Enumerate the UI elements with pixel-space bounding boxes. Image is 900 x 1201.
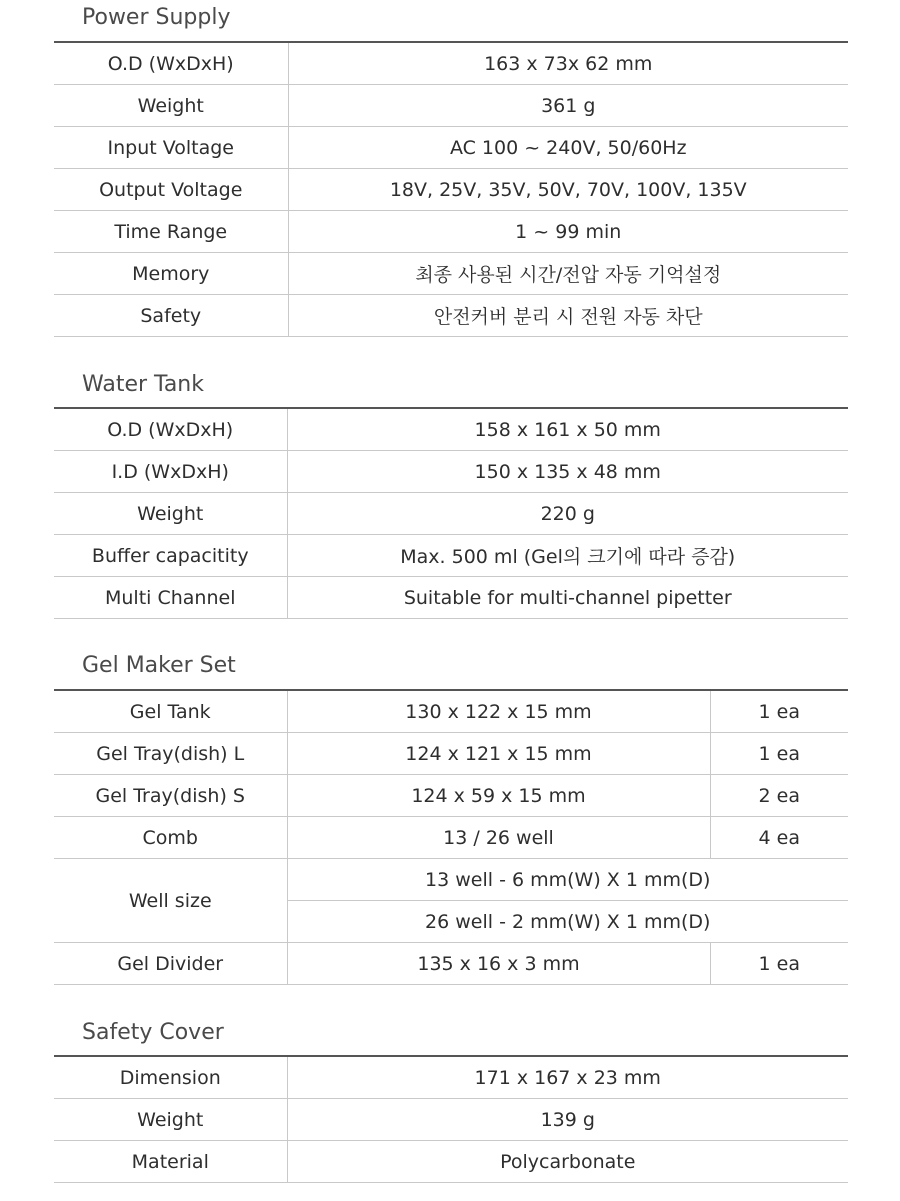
spec-label: Material [54,1141,287,1183]
spec-value: 1 ~ 99 min [288,211,848,253]
table-row [54,577,848,619]
spec-value: 150 x 135 x 48 mm [287,451,848,493]
spec-value: 130 x 122 x 15 mm [287,690,710,733]
spec-label: Well size [54,859,287,943]
spec-label: Gel Tray(dish) S [54,775,287,817]
spec-label: Time Range [54,211,288,253]
safety-cover-title: Safety Cover [82,1020,224,1045]
spec-label: Gel Tray(dish) L [54,733,287,775]
spec-value: 135 x 16 x 3 mm [287,943,710,985]
spec-value: 18V, 25V, 35V, 50V, 70V, 100V, 135V [288,169,848,211]
spec-label: Buffer capacitity [54,535,287,577]
spec-label: I.D (WxDxH) [54,451,287,493]
spec-quantity: 1 ea [710,733,848,775]
table-row [54,85,848,127]
table-row [54,451,848,493]
spec-label: Weight [54,493,287,535]
spec-value: 139 g [287,1099,848,1141]
table-row [54,859,848,901]
spec-label: Gel Divider [54,943,287,985]
table-row [54,493,848,535]
spec-label: Weight [54,1099,287,1141]
table-row [54,211,848,253]
spec-label: Multi Channel [54,577,287,619]
table-row [54,733,848,775]
gel-maker-set-title: Gel Maker Set [82,653,236,678]
spec-value: Polycarbonate [287,1141,848,1183]
spec-value: Max. 500 ml (Gel의 크기에 따라 증감) [287,535,848,577]
safety-cover-table [54,1055,848,1183]
spec-quantity: 2 ea [710,775,848,817]
spec-value: 13 / 26 well [287,817,710,859]
table-row [54,1141,848,1183]
table-row [54,690,848,733]
spec-value: 158 x 161 x 50 mm [287,408,848,451]
spec-value: 최종 사용된 시간/전압 자동 기억설정 [288,253,848,295]
spec-quantity: 1 ea [710,690,848,733]
power-supply-title: Power Supply [82,5,231,30]
spec-label: Dimension [54,1056,287,1099]
spec-quantity: 1 ea [710,943,848,985]
spec-label: O.D (WxDxH) [54,42,288,85]
water-tank-title: Water Tank [82,372,204,397]
table-row [54,817,848,859]
table-row [54,408,848,451]
spec-label: O.D (WxDxH) [54,408,287,451]
spec-value: Suitable for multi-channel pipetter [287,577,848,619]
spec-label: Weight [54,85,288,127]
table-row [54,1099,848,1141]
gel-maker-set-table [54,689,848,985]
spec-value: 124 x 121 x 15 mm [287,733,710,775]
spec-label: Output Voltage [54,169,288,211]
table-row [54,253,848,295]
spec-value: 124 x 59 x 15 mm [287,775,710,817]
spec-value: 26 well - 2 mm(W) X 1 mm(D) [287,901,848,943]
table-row [54,1056,848,1099]
spec-label: Gel Tank [54,690,287,733]
spec-label: Safety [54,295,288,337]
spec-value: 220 g [287,493,848,535]
spec-label: Input Voltage [54,127,288,169]
spec-label: Comb [54,817,287,859]
spec-value: 361 g [288,85,848,127]
spec-value: AC 100 ~ 240V, 50/60Hz [288,127,848,169]
table-row [54,169,848,211]
table-row [54,295,848,337]
spec-value: 13 well - 6 mm(W) X 1 mm(D) [287,859,848,901]
table-row [54,943,848,985]
spec-value: 안전커버 분리 시 전원 자동 차단 [288,295,848,337]
water-tank-table [54,407,848,619]
spec-value: 163 x 73x 62 mm [288,42,848,85]
spec-value: 171 x 167 x 23 mm [287,1056,848,1099]
table-row [54,535,848,577]
spec-label: Memory [54,253,288,295]
spec-quantity: 4 ea [710,817,848,859]
table-row [54,127,848,169]
table-row [54,42,848,85]
power-supply-table [54,41,848,337]
table-row [54,775,848,817]
